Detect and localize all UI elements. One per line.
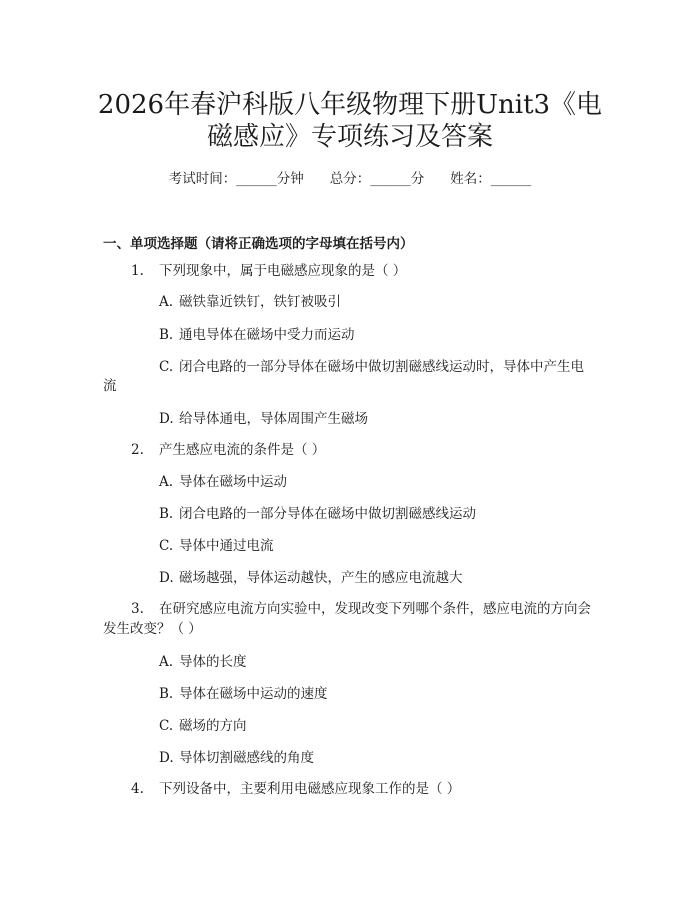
document-title-line-1: 2026年春沪科版八年级物理下册Unit3《电 (97, 90, 603, 120)
question-1 (131, 262, 406, 280)
question-4 (131, 780, 460, 798)
option-text: 通电导体在磁场中受力而运动 (179, 327, 355, 343)
option-text: 磁场的方向 (179, 718, 247, 734)
option-text: 磁场越强，导体运动越快，产生的感应电流越大 (179, 570, 463, 586)
option-letter: D. (159, 411, 174, 427)
option-letter: C. (159, 718, 174, 734)
section-heading: 一、单项选择题（请将正确选项的字母填在括号内） (103, 236, 414, 252)
question-1-option-c (159, 358, 584, 376)
question-number: 1. (131, 263, 144, 279)
option-letter: D. (159, 750, 174, 766)
option-text: 导体在磁场中运动的速度 (179, 686, 328, 702)
question-1-option-b (159, 326, 355, 344)
question-2-option-c (159, 537, 274, 555)
exam-meta (0, 170, 700, 188)
question-3-continuation: 发生改变？（ ） (103, 621, 202, 637)
exam-time-label: 考试时间：______分钟 (168, 171, 304, 187)
question-2-option-d (159, 569, 463, 587)
exam-name-label: 姓名：______ (450, 171, 532, 187)
option-letter: A. (159, 654, 174, 670)
question-text: 在研究感应电流方向实验中，发现改变下列哪个条件，感应电流的方向会 (159, 601, 591, 617)
question-2 (131, 441, 325, 459)
question-1-option-d (159, 410, 368, 428)
option-text: 导体中通过电流 (179, 538, 274, 554)
option-text: 闭合电路的一部分导体在磁场中做切割磁感线运动 (179, 506, 476, 522)
option-text: 闭合电路的一部分导体在磁场中做切割磁感线运动时，导体中产生电 (179, 359, 584, 375)
question-3-option-c (159, 717, 247, 735)
question-3-option-a (159, 653, 247, 671)
question-number: 4. (131, 781, 144, 797)
option-text: 导体切割磁感线的角度 (179, 750, 314, 766)
option-letter: C. (159, 359, 174, 375)
option-text: 导体在磁场中运动 (179, 474, 287, 490)
question-number: 2. (131, 442, 144, 458)
option-letter: A. (159, 474, 174, 490)
question-1-option-c-continuation: 流 (103, 378, 117, 394)
option-letter: A. (159, 294, 174, 310)
document-title-line-2: 磁感应》专项练习及答案 (206, 122, 493, 152)
option-letter: B. (159, 686, 174, 702)
question-3-option-b (159, 685, 328, 703)
option-letter: B. (159, 506, 174, 522)
option-letter: C. (159, 538, 174, 554)
question-text: 下列现象中，属于电磁感应现象的是（ ） (159, 263, 407, 279)
question-3-option-d (159, 749, 314, 767)
question-3 (131, 600, 591, 618)
option-text: 给导体通电，导体周围产生磁场 (179, 411, 368, 427)
question-number: 3. (131, 601, 144, 617)
option-text: 导体的长度 (179, 654, 247, 670)
question-text: 产生感应电流的条件是（ ） (159, 442, 326, 458)
question-1-option-a (159, 293, 341, 311)
option-text: 磁铁靠近铁钉，铁钉被吸引 (179, 294, 341, 310)
question-2-option-a (159, 473, 287, 491)
option-letter: B. (159, 327, 174, 343)
exam-score-label: 总分：______分 (329, 171, 425, 187)
option-letter: D. (159, 570, 174, 586)
question-2-option-b (159, 505, 476, 523)
question-text: 下列设备中，主要利用电磁感应现象工作的是（ ） (159, 781, 461, 797)
